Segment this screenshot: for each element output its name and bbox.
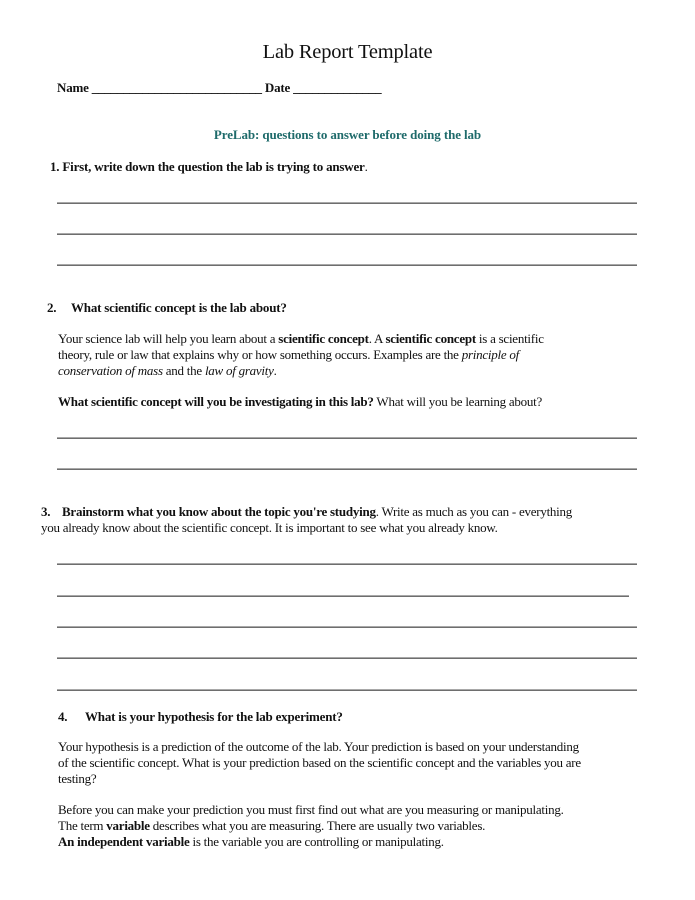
text: . A: [368, 331, 386, 346]
answer-line[interactable]: [57, 689, 637, 691]
answer-line[interactable]: [57, 626, 637, 628]
name-label: Name: [57, 80, 89, 95]
term-variable: variable: [106, 818, 150, 833]
question-4-variables: [58, 802, 564, 850]
term-scientific-concept: scientific concept: [385, 331, 476, 346]
question-2-prompt: [58, 394, 542, 410]
text: Your science lab will help you learn about a: [58, 331, 279, 346]
question-4-heading: [58, 709, 343, 725]
text: . Write as much as you can - everything: [375, 504, 573, 519]
question-2-explanation: [58, 331, 544, 379]
question-4-explanation: [58, 739, 581, 787]
example-term: principle of: [461, 347, 520, 362]
name-field[interactable]: ___________________________: [91, 80, 262, 95]
question-number: 4.: [58, 709, 68, 724]
text: The term: [58, 818, 107, 833]
answer-line[interactable]: [57, 202, 637, 204]
text: Your hypothesis is a prediction of the outcome of the lab. Your prediction is based on your understanding: [58, 739, 579, 754]
question-number: 2.: [47, 300, 57, 315]
answer-line[interactable]: [57, 264, 637, 266]
text: .: [273, 363, 277, 378]
text: is a scientific: [475, 331, 544, 346]
question-text: What is your hypothesis for the lab experiment?: [85, 709, 343, 724]
answer-line[interactable]: [57, 595, 629, 597]
document-title: Lab Report Template: [262, 41, 433, 63]
answer-line[interactable]: [57, 468, 637, 470]
question-number: 3.: [41, 504, 51, 519]
example-term: law of gravity: [204, 363, 274, 378]
answer-line[interactable]: [57, 437, 637, 439]
text: is the variable you are controlling or manipulating.: [189, 834, 444, 849]
question-number: 1.: [50, 159, 60, 174]
question-3-heading: [41, 504, 572, 536]
text: of the scientific concept. What is your prediction based on the scientific concept and the variables you are: [58, 755, 581, 770]
text: you already know about the scientific concept. It is important to see what you already know.: [41, 520, 498, 535]
prelab-heading: PreLab: questions to answer before doing the lab: [213, 127, 482, 142]
example-term: conservation of mass: [58, 363, 163, 378]
text: testing?: [58, 771, 97, 786]
answer-line[interactable]: [57, 233, 637, 235]
question-1-heading: [50, 159, 368, 175]
question-suffix: .: [364, 159, 368, 174]
date-label: Date: [264, 80, 291, 95]
text: Before you can make your prediction you must first find out what are you measuring or manipulating.: [58, 802, 564, 817]
answer-line[interactable]: [57, 657, 637, 659]
text: describes what you are measuring. There are usually two variables.: [149, 818, 486, 833]
prompt-bold: What scientific concept will you be investigating in this lab?: [58, 394, 374, 409]
question-text: What scientific concept is the lab about?: [71, 300, 287, 315]
question-text: First, write down the question the lab is trying to answer: [62, 159, 365, 174]
term-independent-variable: An independent variable: [58, 834, 190, 849]
name-date-row: [57, 80, 381, 96]
question-2-heading: [47, 300, 287, 316]
date-field[interactable]: ______________: [293, 80, 382, 95]
term-scientific-concept: scientific concept: [278, 331, 369, 346]
text: and the: [162, 363, 205, 378]
answer-line[interactable]: [57, 563, 637, 565]
text: theory, rule or law that explains why or how something occurs. Examples are the: [58, 347, 462, 362]
question-text: Brainstorm what you know about the topic you're studying: [62, 504, 376, 519]
prompt-text: What will you be learning about?: [373, 394, 543, 409]
